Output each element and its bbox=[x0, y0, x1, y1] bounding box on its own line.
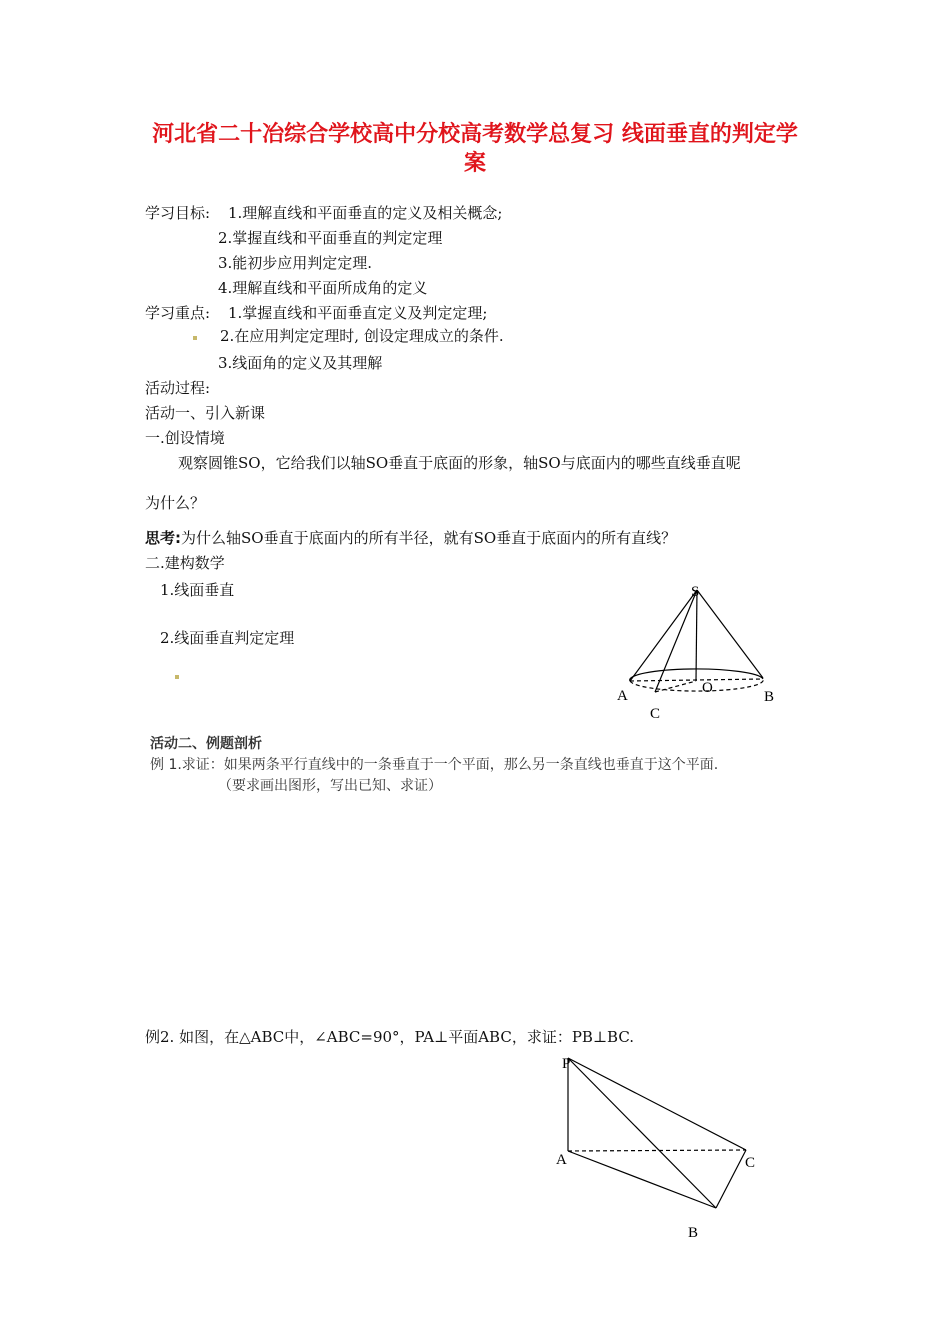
item-perpendicular-theorem: 2.线面垂直判定定理 bbox=[160, 629, 295, 647]
think-label: 思考: bbox=[145, 529, 181, 547]
edge-pc bbox=[568, 1058, 746, 1150]
cone-line-sc bbox=[655, 590, 697, 692]
process-label: 活动过程: bbox=[145, 379, 211, 397]
cone-base-front bbox=[630, 679, 763, 691]
label-b: B bbox=[688, 1225, 699, 1241]
label-p: P bbox=[562, 1056, 571, 1072]
goal-item-3: 3.能初步应用判定定理. bbox=[218, 254, 373, 272]
cone-edge-right bbox=[697, 590, 763, 678]
think-paragraph bbox=[145, 528, 676, 548]
cone-radius-oc bbox=[655, 681, 696, 692]
section-one-heading: 一.创设情境 bbox=[145, 429, 225, 447]
item-line-plane-perpendicular: 1.线面垂直 bbox=[160, 581, 235, 599]
label-o: O bbox=[702, 680, 713, 696]
cone-figure bbox=[612, 580, 852, 730]
label-c: C bbox=[650, 706, 661, 722]
observe-text-line-2: 为什么？ bbox=[145, 494, 206, 512]
key-item-3: 3.线面角的定义及其理解 bbox=[218, 354, 383, 372]
cone-axis bbox=[696, 590, 697, 681]
edge-bc bbox=[716, 1150, 746, 1208]
cone-edge-left bbox=[630, 590, 697, 681]
title-line-2: 案 bbox=[463, 151, 486, 176]
edge-pb bbox=[568, 1058, 716, 1208]
stray-mark bbox=[175, 675, 179, 679]
activity-two-heading: 活动二、例题剖析 bbox=[150, 736, 262, 752]
title-line-1: 河北省二十冶综合学校高中分校高考数学总复习 线面垂直的判定学 bbox=[152, 122, 798, 147]
goal-item-1: 1.理解直线和平面垂直的定义及相关概念; bbox=[228, 204, 503, 222]
think-text: 为什么轴SO垂直于底面内的所有半径，就有SO垂直于底面内的所有直线？ bbox=[181, 529, 677, 547]
stray-mark bbox=[193, 336, 197, 340]
edge-ac bbox=[568, 1150, 746, 1151]
label-s: S bbox=[691, 584, 700, 600]
example-2-statement: 例2. 如图，在△ABC中，∠ABC=90°，PA⊥平面ABC，求证：PB⊥BC. bbox=[145, 1028, 635, 1046]
label-b: B bbox=[764, 689, 775, 705]
example-1-requirement: （要求画出图形，写出已知、求证） bbox=[218, 778, 442, 794]
goal-item-4: 4.理解直线和平面所成角的定义 bbox=[218, 279, 428, 297]
activity-one-heading: 活动一、引入新课 bbox=[145, 404, 266, 422]
section-two-heading: 二.建构数学 bbox=[145, 554, 225, 572]
key-label: 学习重点: bbox=[145, 304, 211, 322]
goals-label: 学习目标: bbox=[145, 204, 211, 222]
goal-item-2: 2.掌握直线和平面垂直的判定定理 bbox=[218, 229, 443, 247]
edge-ab bbox=[568, 1151, 716, 1208]
observe-text-line-1: 观察圆锥SO，它给我们以轴SO垂直于底面的形象，轴SO与底面内的哪些直线垂直呢 bbox=[178, 454, 741, 472]
tetrahedron-figure bbox=[550, 1050, 790, 1250]
key-item-1: 1.掌握直线和平面垂直定义及判定定理; bbox=[228, 304, 488, 322]
label-a: A bbox=[617, 688, 628, 704]
label-c: C bbox=[745, 1155, 756, 1171]
example-1-statement: 例 1.求证：如果两条平行直线中的一条垂直于一个平面，那么另一条直线也垂直于这个平面. bbox=[150, 757, 719, 773]
key-item-2: 2.在应用判定定理时, 创设定理成立的条件. bbox=[220, 327, 504, 345]
document-title bbox=[120, 120, 830, 178]
label-a: A bbox=[556, 1152, 567, 1168]
